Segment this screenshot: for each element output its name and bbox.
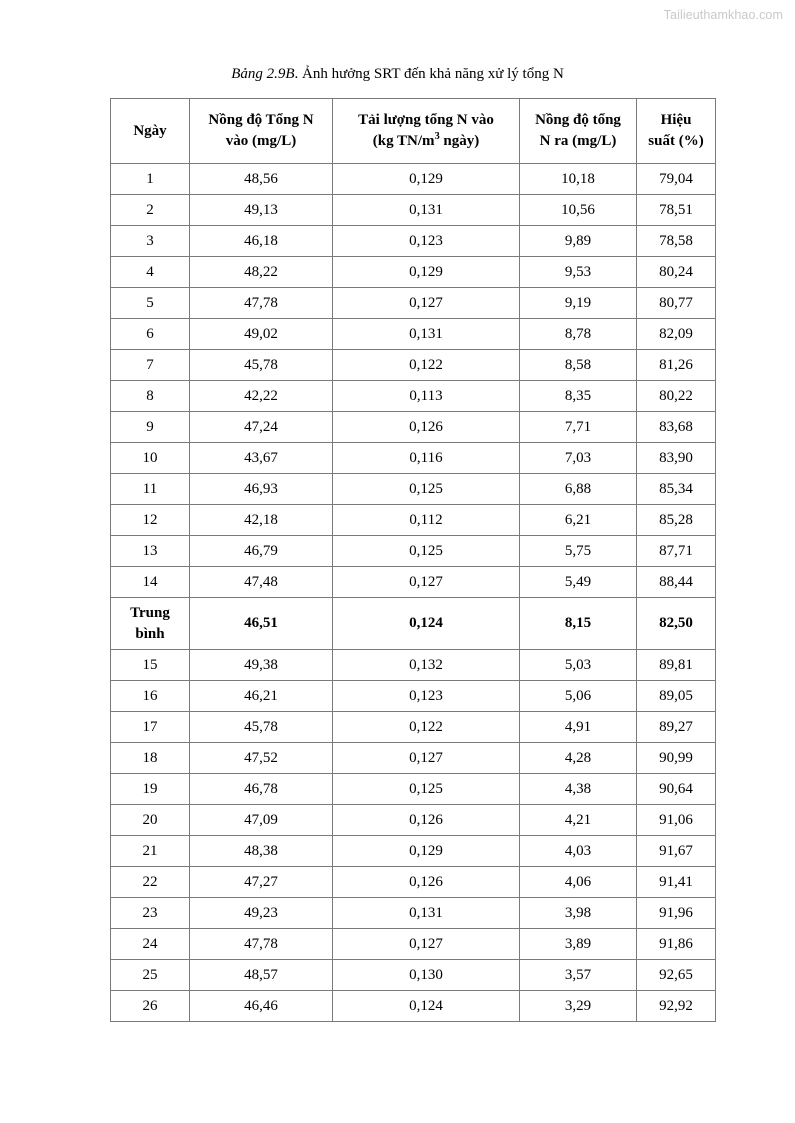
- cell-day: 1: [111, 164, 190, 195]
- table-row: [111, 836, 716, 867]
- cell-load: 0,132: [333, 650, 520, 681]
- table-row: [111, 650, 716, 681]
- cell-load: 0,123: [333, 681, 520, 712]
- cell-concentration-in: 47,24: [190, 412, 333, 443]
- table-row: [111, 195, 716, 226]
- cell-concentration-in: 46,93: [190, 474, 333, 505]
- cell-concentration-in: 42,18: [190, 505, 333, 536]
- header-in-line2: vào (mg/L): [225, 133, 297, 149]
- cell-concentration-out: 3,89: [520, 929, 637, 960]
- cell-efficiency: 87,71: [637, 536, 716, 567]
- table-row: [111, 226, 716, 257]
- cell-day: 2: [111, 195, 190, 226]
- header-day-line1: Ngày: [133, 122, 167, 139]
- cell-concentration-out: 7,03: [520, 443, 637, 474]
- cell-concentration-in: 49,23: [190, 898, 333, 929]
- cell-concentration-out: 10,56: [520, 195, 637, 226]
- cell-load: 0,122: [333, 350, 520, 381]
- cell-efficiency: 91,67: [637, 836, 716, 867]
- cell-load: 0,125: [333, 774, 520, 805]
- table-row: [111, 257, 716, 288]
- cell-efficiency: 89,05: [637, 681, 716, 712]
- cell-concentration-out: 3,29: [520, 991, 637, 1022]
- cell-load: 0,131: [333, 898, 520, 929]
- cell-efficiency: 91,06: [637, 805, 716, 836]
- header-load-line1: Tải lượng tổng N vào: [358, 112, 494, 128]
- average-label-line1: Trung: [130, 604, 170, 621]
- column-header-concentration-in: [190, 99, 333, 164]
- cell-concentration-out: 8,78: [520, 319, 637, 350]
- column-header-efficiency: [637, 99, 716, 164]
- table-row: [111, 381, 716, 412]
- cell-concentration-in: 47,78: [190, 288, 333, 319]
- table-row: [111, 991, 716, 1022]
- cell-concentration-out: 3,98: [520, 898, 637, 929]
- cell-concentration-in: 46,51: [190, 598, 333, 650]
- table-row: [111, 743, 716, 774]
- cell-concentration-out: 4,06: [520, 867, 637, 898]
- cell-day: 16: [111, 681, 190, 712]
- cell-efficiency: 90,99: [637, 743, 716, 774]
- cell-efficiency: 88,44: [637, 567, 716, 598]
- cell-efficiency: 91,41: [637, 867, 716, 898]
- cell-load: 0,123: [333, 226, 520, 257]
- cell-load: 0,126: [333, 867, 520, 898]
- column-header-concentration-out: [520, 99, 637, 164]
- table-row: [111, 288, 716, 319]
- cell-day: 26: [111, 991, 190, 1022]
- column-header-day: [111, 99, 190, 164]
- header-load-line2: [335, 131, 517, 152]
- cell-day: 13: [111, 536, 190, 567]
- cell-concentration-in: 48,22: [190, 257, 333, 288]
- cell-efficiency: 82,50: [637, 598, 716, 650]
- cell-average-label: [111, 598, 190, 650]
- caption-text: Ảnh hưởng SRT đến khả năng xử lý tổng N: [302, 66, 564, 82]
- table-row: [111, 412, 716, 443]
- table-header: [111, 99, 716, 164]
- table-row: [111, 898, 716, 929]
- cell-efficiency: 91,86: [637, 929, 716, 960]
- table-row: [111, 867, 716, 898]
- table-row: [111, 567, 716, 598]
- table-row: [111, 929, 716, 960]
- cell-day: 7: [111, 350, 190, 381]
- cell-efficiency: 92,65: [637, 960, 716, 991]
- header-eff-line1: Hiệu: [660, 112, 692, 128]
- cell-efficiency: 82,09: [637, 319, 716, 350]
- header-in-line1: Nồng độ Tổng N: [208, 112, 314, 128]
- cell-efficiency: 89,81: [637, 650, 716, 681]
- cell-load: 0,127: [333, 288, 520, 319]
- header-out-line2: N ra (mg/L): [539, 133, 617, 149]
- cell-load: 0,112: [333, 505, 520, 536]
- cell-efficiency: 79,04: [637, 164, 716, 195]
- cell-load: 0,125: [333, 536, 520, 567]
- cell-day: 9: [111, 412, 190, 443]
- cell-concentration-in: 48,38: [190, 836, 333, 867]
- cell-day: 20: [111, 805, 190, 836]
- cell-day: 10: [111, 443, 190, 474]
- cell-load: 0,129: [333, 164, 520, 195]
- cell-day: 14: [111, 567, 190, 598]
- table-row: [111, 536, 716, 567]
- cell-day: 4: [111, 257, 190, 288]
- table-row: [111, 774, 716, 805]
- cell-concentration-out: 4,21: [520, 805, 637, 836]
- table-caption: [0, 64, 795, 84]
- cell-efficiency: 91,96: [637, 898, 716, 929]
- header-eff-line2: suất (%): [648, 133, 704, 149]
- cell-day: 17: [111, 712, 190, 743]
- table-row: [111, 681, 716, 712]
- table-row-average: [111, 598, 716, 650]
- cell-concentration-out: 8,15: [520, 598, 637, 650]
- cell-concentration-out: 10,18: [520, 164, 637, 195]
- cell-load: 0,131: [333, 195, 520, 226]
- cell-concentration-in: 49,38: [190, 650, 333, 681]
- cell-day: 11: [111, 474, 190, 505]
- header-load-line2-post: ngày): [439, 133, 480, 149]
- cell-concentration-in: 46,46: [190, 991, 333, 1022]
- cell-concentration-in: 48,57: [190, 960, 333, 991]
- cell-load: 0,130: [333, 960, 520, 991]
- cell-efficiency: 78,51: [637, 195, 716, 226]
- srt-nitrogen-table: [110, 98, 716, 1022]
- cell-day: 8: [111, 381, 190, 412]
- cell-day: 5: [111, 288, 190, 319]
- cell-efficiency: 83,90: [637, 443, 716, 474]
- cell-concentration-in: 48,56: [190, 164, 333, 195]
- cell-efficiency: 78,58: [637, 226, 716, 257]
- header-row: [111, 99, 716, 164]
- table-container: [110, 98, 715, 1022]
- header-load-superscript: 3: [434, 131, 440, 142]
- cell-concentration-in: 46,21: [190, 681, 333, 712]
- cell-concentration-out: 5,49: [520, 567, 637, 598]
- cell-concentration-in: 47,48: [190, 567, 333, 598]
- cell-concentration-out: 6,21: [520, 505, 637, 536]
- cell-efficiency: 89,27: [637, 712, 716, 743]
- cell-load: 0,127: [333, 567, 520, 598]
- cell-concentration-in: 42,22: [190, 381, 333, 412]
- header-out-line1: Nồng độ tổng: [535, 112, 621, 128]
- cell-efficiency: 80,22: [637, 381, 716, 412]
- cell-concentration-in: 47,52: [190, 743, 333, 774]
- cell-concentration-out: 4,03: [520, 836, 637, 867]
- table-row: [111, 712, 716, 743]
- cell-concentration-out: 8,58: [520, 350, 637, 381]
- cell-concentration-out: 5,06: [520, 681, 637, 712]
- cell-concentration-out: 4,38: [520, 774, 637, 805]
- cell-concentration-in: 45,78: [190, 712, 333, 743]
- cell-concentration-out: 9,89: [520, 226, 637, 257]
- cell-day: 18: [111, 743, 190, 774]
- cell-concentration-in: 47,27: [190, 867, 333, 898]
- column-header-load: [333, 99, 520, 164]
- cell-load: 0,129: [333, 257, 520, 288]
- table-row: [111, 319, 716, 350]
- cell-load: 0,124: [333, 598, 520, 650]
- cell-concentration-out: 8,35: [520, 381, 637, 412]
- cell-concentration-out: 5,03: [520, 650, 637, 681]
- table-row: [111, 505, 716, 536]
- average-label-line2: bình: [135, 625, 165, 642]
- caption-number: Bảng 2.9B: [231, 66, 295, 82]
- watermark-text: Tailieuthamkhao.com: [663, 8, 783, 22]
- cell-concentration-out: 9,19: [520, 288, 637, 319]
- cell-load: 0,125: [333, 474, 520, 505]
- cell-load: 0,116: [333, 443, 520, 474]
- cell-efficiency: 83,68: [637, 412, 716, 443]
- cell-day: 24: [111, 929, 190, 960]
- cell-load: 0,124: [333, 991, 520, 1022]
- cell-concentration-in: 47,09: [190, 805, 333, 836]
- cell-concentration-out: 5,75: [520, 536, 637, 567]
- table-body: [111, 164, 716, 1022]
- cell-concentration-in: 46,78: [190, 774, 333, 805]
- cell-concentration-in: 47,78: [190, 929, 333, 960]
- cell-concentration-out: 4,28: [520, 743, 637, 774]
- cell-day: 19: [111, 774, 190, 805]
- cell-day: 12: [111, 505, 190, 536]
- cell-day: 22: [111, 867, 190, 898]
- cell-concentration-in: 46,18: [190, 226, 333, 257]
- cell-concentration-in: 49,02: [190, 319, 333, 350]
- cell-load: 0,127: [333, 929, 520, 960]
- table-row: [111, 443, 716, 474]
- cell-concentration-out: 4,91: [520, 712, 637, 743]
- cell-concentration-out: 6,88: [520, 474, 637, 505]
- cell-day: 3: [111, 226, 190, 257]
- cell-efficiency: 85,34: [637, 474, 716, 505]
- cell-concentration-in: 43,67: [190, 443, 333, 474]
- table-row: [111, 805, 716, 836]
- caption-separator: .: [294, 66, 303, 82]
- table-row: [111, 350, 716, 381]
- cell-load: 0,122: [333, 712, 520, 743]
- cell-efficiency: 85,28: [637, 505, 716, 536]
- cell-day: 6: [111, 319, 190, 350]
- cell-efficiency: 92,92: [637, 991, 716, 1022]
- cell-day: 21: [111, 836, 190, 867]
- table-row: [111, 164, 716, 195]
- cell-day: 23: [111, 898, 190, 929]
- cell-day: 15: [111, 650, 190, 681]
- cell-concentration-out: 7,71: [520, 412, 637, 443]
- cell-concentration-out: 3,57: [520, 960, 637, 991]
- cell-efficiency: 80,77: [637, 288, 716, 319]
- cell-load: 0,127: [333, 743, 520, 774]
- cell-efficiency: 80,24: [637, 257, 716, 288]
- cell-load: 0,113: [333, 381, 520, 412]
- table-row: [111, 474, 716, 505]
- cell-load: 0,129: [333, 836, 520, 867]
- cell-load: 0,126: [333, 805, 520, 836]
- cell-concentration-out: 9,53: [520, 257, 637, 288]
- cell-day: 25: [111, 960, 190, 991]
- cell-efficiency: 81,26: [637, 350, 716, 381]
- header-load-line2-pre: (kg TN/m: [372, 133, 435, 149]
- cell-load: 0,126: [333, 412, 520, 443]
- cell-concentration-in: 49,13: [190, 195, 333, 226]
- cell-concentration-in: 46,79: [190, 536, 333, 567]
- cell-efficiency: 90,64: [637, 774, 716, 805]
- cell-concentration-in: 45,78: [190, 350, 333, 381]
- table-row: [111, 960, 716, 991]
- cell-load: 0,131: [333, 319, 520, 350]
